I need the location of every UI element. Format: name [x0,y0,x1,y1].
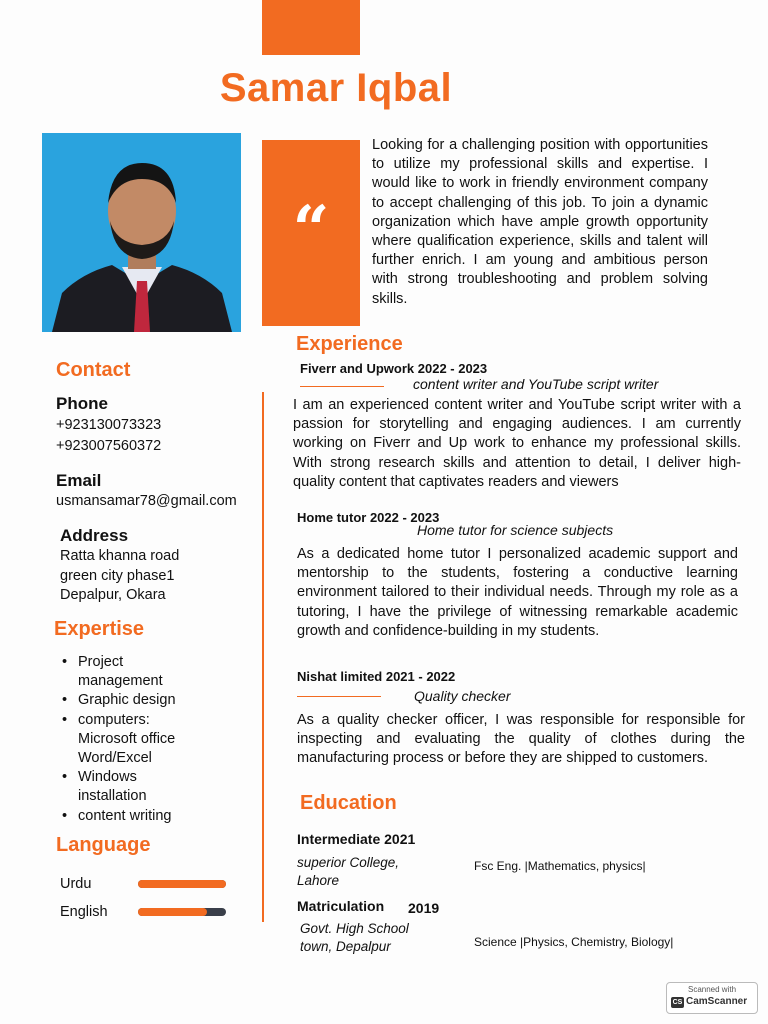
scanner-watermark [666,982,758,1014]
language-level-fill [138,908,207,916]
job-title: Fiverr and Upwork 2022 - 2023 [300,361,488,376]
phone-label: Phone [56,394,108,413]
language-name: English [60,904,108,920]
language-level-bar [138,908,226,916]
phone-number: +923007560372 [56,438,162,454]
language-heading: Language [56,834,151,856]
page-title: Samar Iqbal [219,66,453,110]
education-institute: superior College, Lahore [297,855,400,888]
camscanner-logo-icon: CS [672,999,683,1006]
education-institute: Govt. High School town, Depalpur [300,921,409,954]
list-item: • computers: Microsoft office Word/Excel [74,711,200,769]
watermark-line: Scanned with [687,985,737,994]
divider-line [297,696,381,697]
email-label: Email [56,471,102,490]
list-item: • Windows installation [74,768,200,806]
experience-heading: Experience [296,333,403,355]
career-objective: Looking for a challenging position with opportunities to utilize my professional skills and expertise. I would like to work in friendly environment company to accept challenging of this job. To join a dynamic organization which have ample growth opportunity where qualification experience, skills and talent will further enrich. I am young and ambitious person with strong troubleshooting and problem solving skills. [372,137,708,307]
job-description: As a dedicated home tutor I personalized academic support and mentorship to the students, fostering a conductive learning environment tailored to their individual needs. Through my role as a tutoring, I have the privilege of witnessing remarkable academic growth and confidence-building in my students. [297,546,738,639]
job-role: Quality checker [414,688,511,704]
education-degree: Matriculation [297,898,385,914]
job-role: Home tutor for science subjects [417,522,614,538]
job-description: As a quality checker officer, I was responsible for responsible for inspecting and evaluating the quality of clothes during the manufacturing process or before they are shipped to customers. [297,712,745,767]
header-accent-bar [262,0,360,55]
expertise-list [60,653,200,826]
job-title: Home tutor 2022 - 2023 [297,510,440,525]
education-subjects: Science |Physics, Chemistry, Biology| [474,935,674,949]
watermark-brand: CamScanner [686,996,748,1007]
phone-number: +923130073323 [56,417,162,433]
language-level-bar [138,880,226,888]
address-line: Depalpur, Okara [60,587,166,603]
expertise-heading: Expertise [54,618,145,640]
list-item: • Graphic design [74,691,200,710]
education-year: 2019 [408,900,440,916]
language-name: Urdu [60,876,92,892]
quote-icon: “ [292,192,330,267]
education-degree: Intermediate 2021 [297,831,416,847]
education-heading: Education [300,792,397,814]
address-label: Address [60,526,129,545]
language-level-fill [138,880,226,888]
list-item: • content writing [74,807,200,826]
address-line: Ratta khanna road [60,548,180,564]
divider-line [300,386,384,387]
email-value: usmansamar78@gmail.com [56,493,237,509]
job-role: content writer and YouTube script writer [413,376,659,392]
profile-photo [42,133,241,332]
person-portrait-icon [42,133,241,332]
job-description: I am an experienced content writer and YouTube script writer with a passion for storytelling and engaging audiences. I am currently working on Fiverr and Up work to enhance my professional skills. With strong research skills and attention to detail, I deliver high-quality content that captivates readers and viewers [293,397,741,490]
address-line: green city phase1 [60,568,175,584]
list-item: • Project management [74,653,200,691]
contact-heading: Contact [56,359,131,381]
column-divider [262,392,264,922]
education-subjects: Fsc Eng. |Mathematics, physics| [474,859,646,873]
job-title: Nishat limited 2021 - 2022 [297,669,456,684]
